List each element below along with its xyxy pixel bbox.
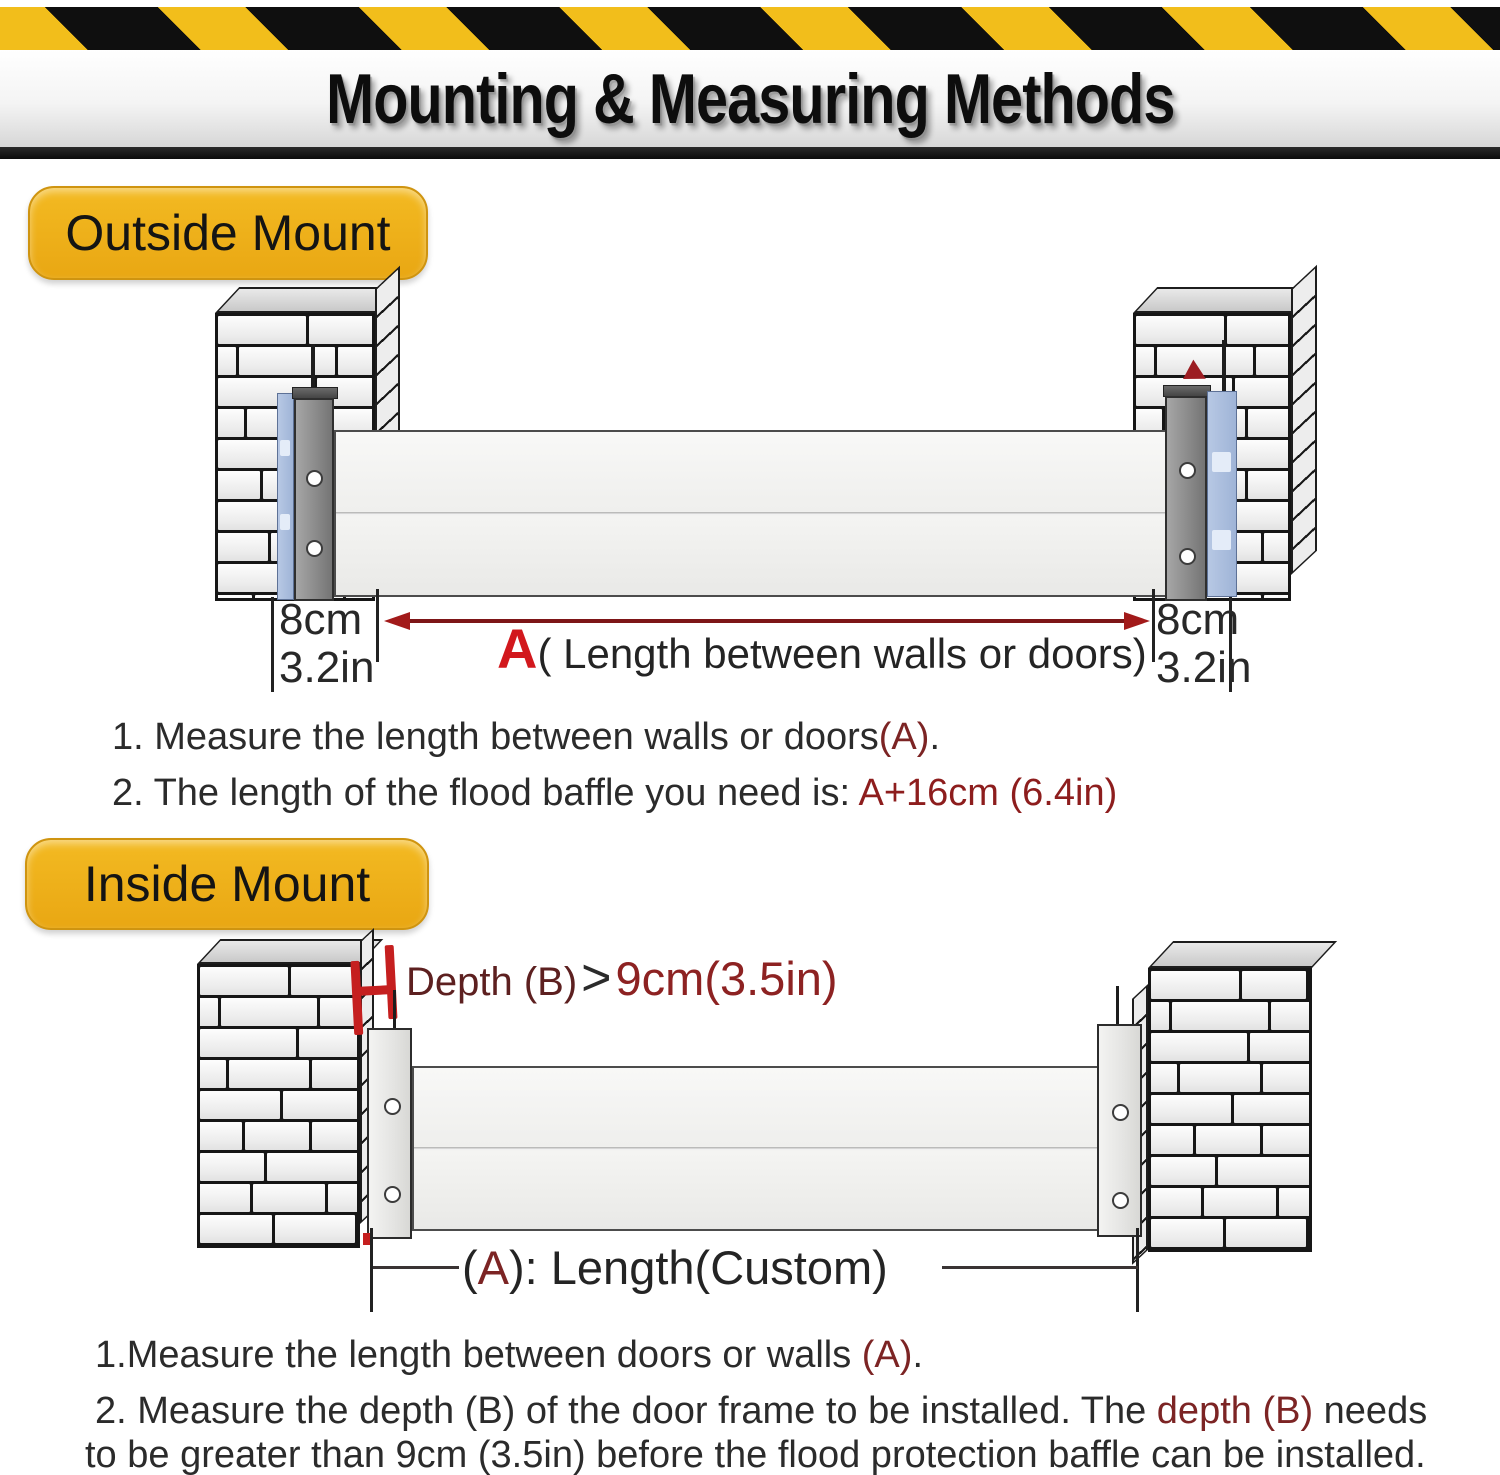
instruction-text: needs (1313, 1390, 1428, 1432)
depth-requirement-label (406, 948, 838, 1008)
title-band (0, 50, 1500, 147)
instruction-highlight: (A) (878, 716, 930, 758)
right-overlap-in: 3.2in (1156, 643, 1252, 692)
outside-mount-badge-label: Outside Mount (65, 205, 391, 261)
greater-than-sign: > (581, 949, 612, 1007)
measure-line (942, 1266, 1138, 1269)
custom-length-label (462, 1240, 888, 1295)
left-mounting-bracket (367, 1028, 412, 1239)
gasket-mark (1212, 530, 1230, 550)
span-length-label (497, 616, 1147, 681)
measure-line (373, 1266, 459, 1269)
screw-hole-icon (384, 1186, 401, 1203)
label-text: ): Length(Custom) (509, 1241, 888, 1294)
flood-baffle-panel (412, 1066, 1100, 1231)
screw-hole-icon (1112, 1192, 1129, 1209)
label-letter: A (477, 1241, 510, 1294)
inside-instruction-2-continued: to be greater than 9cm (3.5in) before the flood protection baffle can be installed. (85, 1434, 1426, 1475)
left-overlap-in: 3.2in (279, 643, 375, 692)
right-gasket-strip (1207, 391, 1237, 597)
screw-hole-icon (1179, 462, 1196, 479)
left-overlap-cm: 8cm (279, 595, 363, 644)
hazard-stripe-banner (0, 5, 1500, 52)
page-title: Mounting & Measuring Methods (325, 58, 1175, 139)
instruction-text: 2. Measure the depth (B) of the door frame to be installed. The (95, 1390, 1157, 1432)
instruction-highlight: (A) (861, 1334, 913, 1376)
screw-hole-icon (306, 470, 323, 487)
instruction-text: . (912, 1334, 923, 1376)
left-anchor-line (393, 990, 396, 1032)
measure-tick (376, 589, 379, 662)
gasket-mark (1212, 452, 1230, 472)
instruction-highlight: depth (B) (1156, 1390, 1314, 1432)
right-overlap-measure (1156, 596, 1251, 692)
span-length-letter: A (497, 617, 538, 680)
depth-value: 9cm(3.5in) (615, 952, 838, 1005)
right-overlap-cm: 8cm (1156, 595, 1240, 644)
instruction-text: 2. The length of the flood baffle you need is: (112, 772, 859, 814)
label-text: ( (462, 1241, 478, 1294)
span-length-text: ( Length between walls or doors) (537, 630, 1147, 677)
screw-hole-icon (1179, 548, 1196, 565)
right-pillar-top-face (1148, 941, 1337, 968)
measure-tick (370, 1228, 373, 1312)
outside-instruction-2 (112, 772, 1117, 815)
screw-hole-icon (1112, 1104, 1129, 1121)
instruction-text: . (929, 716, 940, 758)
instruction-text: 1. Measure the length between walls or doors (112, 716, 879, 758)
baffle-seam (414, 1147, 1098, 1150)
gasket-mark (280, 440, 290, 456)
measure-tick (1152, 589, 1155, 662)
instruction-highlight: A+16cm (6.4in) (858, 772, 1118, 814)
right-mounting-bracket (1165, 396, 1207, 601)
left-pillar-brick-face (197, 964, 360, 1248)
divider-bar (0, 147, 1500, 159)
depth-label-text: Depth (B) (406, 960, 578, 1004)
outside-mount-badge (28, 186, 428, 280)
left-overlap-measure (279, 596, 374, 692)
inside-mount-badge (25, 838, 429, 930)
inside-instruction-1 (95, 1334, 923, 1377)
measure-tick (271, 597, 274, 692)
measure-tick (1136, 1228, 1139, 1312)
right-pillar-side-face (1291, 265, 1317, 575)
right-anchor-line (1222, 340, 1226, 392)
screw-hole-icon (306, 540, 323, 557)
flood-baffle-panel (334, 430, 1167, 597)
gasket-mark (280, 514, 290, 530)
right-anchor-line (1116, 986, 1119, 1026)
instruction-text: 1.Measure the length between doors or walls (95, 1334, 862, 1376)
inside-instruction-2 (95, 1390, 1427, 1433)
left-pillar-top-face (215, 287, 399, 313)
outside-instruction-1 (112, 716, 940, 759)
baffle-seam (336, 512, 1165, 515)
left-mounting-bracket (294, 398, 334, 601)
right-pillar-top-face (1133, 287, 1315, 313)
arrow-head-left-icon (384, 612, 410, 630)
inside-mount-badge-label: Inside Mount (83, 856, 371, 912)
screw-hole-icon (384, 1098, 401, 1115)
left-gasket-strip (277, 393, 294, 600)
right-pillar-brick-face (1148, 968, 1312, 1252)
